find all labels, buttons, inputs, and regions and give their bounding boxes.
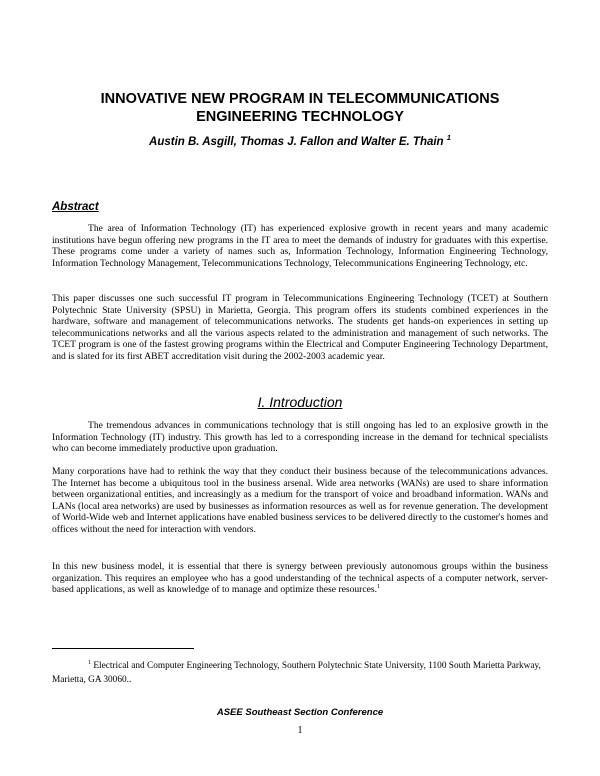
title-line-2: ENGINEERING TECHNOLOGY bbox=[196, 109, 404, 125]
author-names: Austin B. Asgill, Thomas J. Fallon and Walter E. Thain bbox=[149, 136, 444, 148]
title-line-1: INNOVATIVE NEW PROGRAM IN TELECOMMUNICATIONS bbox=[100, 91, 500, 107]
introduction-paragraph-3-text: In this new business model, it is essential that there is synergy between previously autonomous groups within the business organization. This requires an employee who has a good understanding of the technical aspects of a computer network, server-based applications, as well as knowledge of to manage and optimize these resources. bbox=[52, 561, 548, 596]
introduction-paragraph-2: Many corporations have had to rethink the way that they conduct their business because of the telecommunications advances. The Internet has become a ubiquitous tool in the business arsenal. Wide area networks (WANs) are used to share information between organizational entities, and increasingly as a medium for the transport of voice and broadband information. WANs and LANs (local area networks) are used by businesses as information resources as well as for revenue generation. The development of World-Wide web and Internet applications have enabled business services to be delivered directly to the customer's homes and offices without the need for interaction with vendors. bbox=[52, 466, 548, 535]
footnote bbox=[52, 660, 548, 687]
introduction-paragraph-1: The tremendous advances in communications technology that is still ongoing has led to an explosive growth in the Information Technology (IT) industry. This growth has led to a corresponding increase in the demand for technical specialists who can become immediately productive upon graduation. bbox=[52, 420, 548, 455]
abstract-heading: Abstract bbox=[52, 201, 99, 213]
introduction-paragraph-3 bbox=[52, 561, 548, 596]
page-number: 1 bbox=[297, 725, 303, 736]
footnote-text: Electrical and Computer Engineering Technology, Southern Polytechnic State University, 1100 South Marietta Parkway, Marietta, GA 30060.. bbox=[52, 661, 541, 685]
paper-title bbox=[40, 90, 560, 126]
abstract-paragraph-2: This paper discusses one such successful IT program in Telecommunications Engineering Technology (TCET) at Southern Polytechnic State University (SPSU) in Marietta, Georgia. This program offers its students combined experiences in the hardware, software and management of telecommunications networks. The students get hands-on experiences in setting up telecommunications networks and all the various aspects related to the administration and management of such networks. The TCET program is one of the fastest growing programs within the Electrical and Computer Engineering Technology Department, and is slated for its first ABET accreditation visit during the 2002-2003 academic year. bbox=[52, 293, 548, 362]
introduction-heading: I. Introduction bbox=[257, 394, 343, 410]
abstract-paragraph-1: The area of Information Technology (IT) has experienced explosive growth in recent years and many academic institutions have begun offering new programs in the IT area to meet the demands of industry for graduates with this expertise. These programs come under a variety of names such as, Information Technology, Information Engineering Technology, Information Technology Management, Telecommunications Technology, Telecommunications Engineering Technology, etc. bbox=[52, 223, 548, 269]
conference-footer: ASEE Southeast Section Conference bbox=[216, 707, 384, 718]
footnote-divider bbox=[52, 648, 194, 649]
author-line bbox=[40, 135, 560, 149]
footnote-mark: 1 bbox=[88, 659, 91, 666]
introduction-reference-mark: 1 bbox=[377, 583, 381, 590]
author-footnote-mark: 1 bbox=[446, 133, 451, 143]
